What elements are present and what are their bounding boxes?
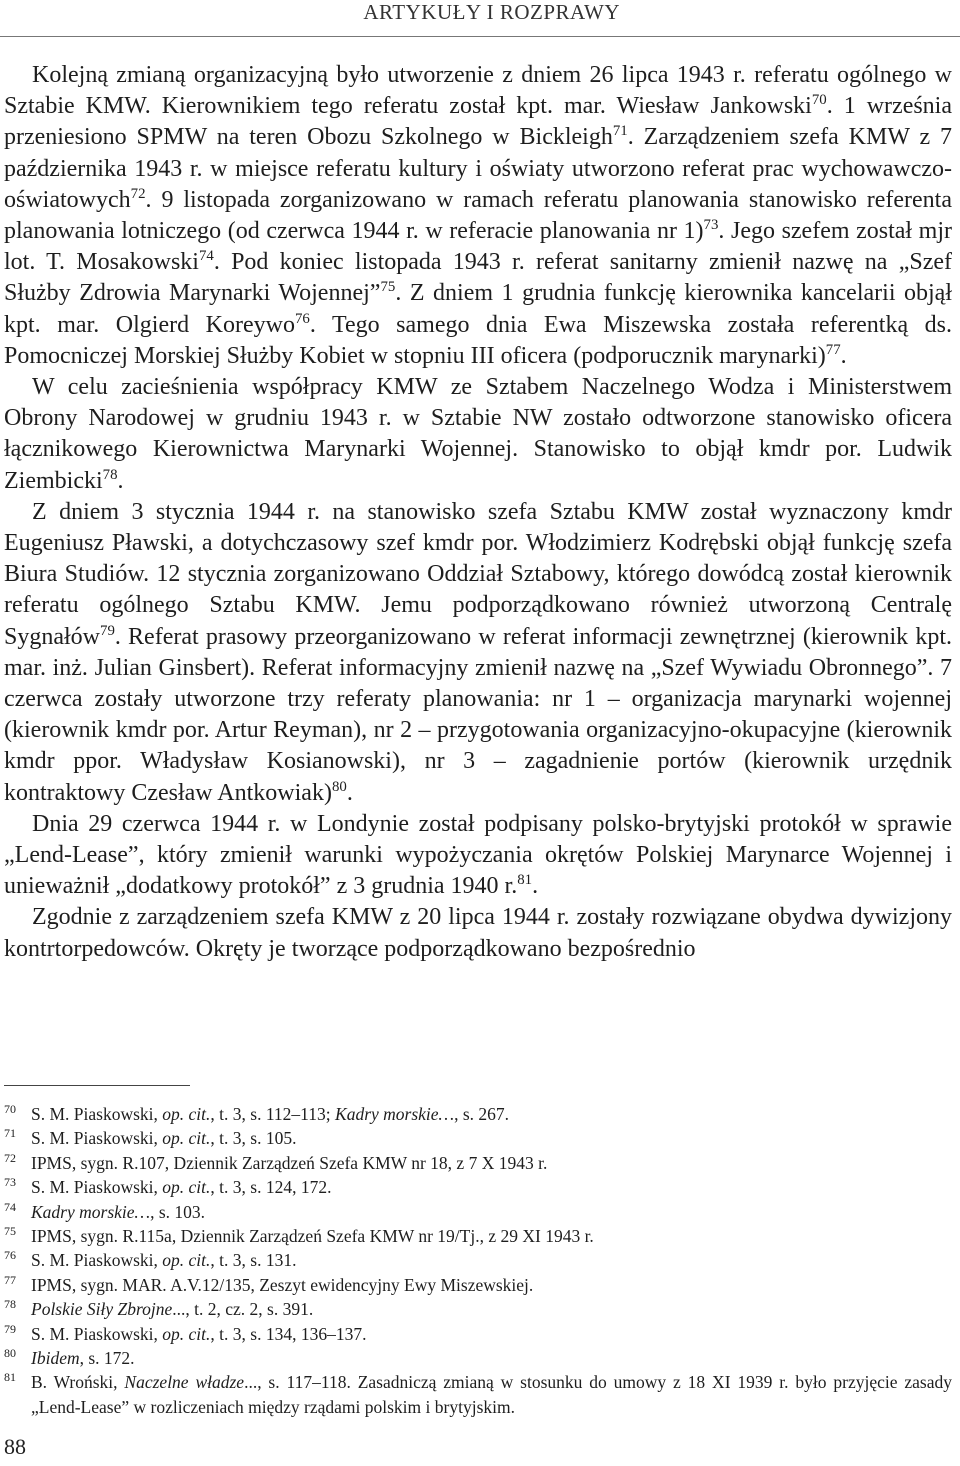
footnote xyxy=(4,1346,952,1370)
footnotes xyxy=(4,1102,952,1419)
footnote-number: 71 xyxy=(4,1126,16,1141)
paragraph-text: . Zarządzeniem szefa KMW z 7 października 1943 r. w miejsce referatu kultury i oświaty utworzono referat prac wychowawczo-oświatowych xyxy=(4,124,953,213)
footnote-text: ..., t. 2, cz. 2, s. 391. xyxy=(172,1299,314,1320)
footnote xyxy=(4,1175,952,1199)
footnote-title: op. cit. xyxy=(162,1177,211,1198)
footnote-reference: 71 xyxy=(612,123,628,140)
footnote-text: S. M. Piaskowski, xyxy=(31,1323,163,1344)
footnote-number: 75 xyxy=(4,1224,16,1239)
footnote-reference: 81 xyxy=(517,872,533,889)
footnote-title: op. cit. xyxy=(162,1128,211,1149)
paragraph-text: Kolejną zmianą organizacyjną było utworzenie z dniem 26 lipca 1943 r. referatu ogólnego w Sztabie KMW. Kierownikiem tego referatu został kpt. mar. Wiesław Jankowski xyxy=(4,62,952,120)
footnote-number: 79 xyxy=(4,1321,16,1336)
footnote-reference: 76 xyxy=(294,310,310,327)
footnote-reference: 78 xyxy=(102,466,118,483)
footnote-text: IPMS, sygn. R.115a, Dziennik Zarządzeń Szefa KMW nr 19/Tj., z 29 XI 1943 r. xyxy=(31,1226,594,1247)
paragraph xyxy=(4,809,952,903)
paragraph xyxy=(4,372,952,497)
paragraph-text: . Pod koniec listopada 1943 r. referat sanitarny zmienił nazwę na „Szef Służby Zdrowia Marynarki Wojennej” xyxy=(4,249,952,307)
footnote-text: , s. 103. xyxy=(150,1201,206,1222)
footnote-title: Kadry morskie… xyxy=(31,1201,151,1222)
footnote-number: 76 xyxy=(4,1248,16,1263)
paragraph xyxy=(4,60,952,372)
footnote-reference: 79 xyxy=(100,622,115,639)
footnote-number: 74 xyxy=(4,1199,16,1214)
footnote-reference: 77 xyxy=(825,341,841,358)
paragraph-text: Z dniem 3 stycznia 1944 r. na stanowisko szefa Sztabu KMW został wyznaczony kmdr Eugeniusz Pławski, a dotychczasowy szef kmdr por. Włodzimierz Kodrębski objął funkcję szefa Biura Studiów. 12 stycznia zorganizowano Oddział Sztabowy, którego dowódcą został kierownik referatu ogólnego Sztabu KMW. Jemu podporządkowano również utworzoną Centralę Sygnałów xyxy=(4,498,952,650)
footnote-number: 80 xyxy=(4,1346,16,1361)
footnote-divider xyxy=(4,1085,190,1086)
footnote xyxy=(4,1297,952,1321)
footnote-reference: 80 xyxy=(331,778,347,795)
footnote-text: S. M. Piaskowski, xyxy=(31,1250,163,1271)
footnote xyxy=(4,1224,952,1248)
footnote-number: 77 xyxy=(4,1272,16,1287)
footnote-number: 73 xyxy=(4,1175,16,1190)
footnote xyxy=(4,1126,952,1150)
footnote xyxy=(4,1248,952,1272)
footnote-text: ..., s. 117–118. Zasadniczą zmianą w stosunku do umowy z 18 XI 1939 r. było przyjęcie zasady „Lend-Lease” w rozliczeniach między rządami polskim i brytyjskim. xyxy=(31,1372,952,1417)
footnote xyxy=(4,1370,952,1419)
footnote-text: S. M. Piaskowski, xyxy=(31,1104,163,1124)
paragraph-text: . xyxy=(840,342,847,369)
paragraph-text: . Z dniem 1 grudnia funkcję kierownika kancelarii objął kpt. mar. Olgierd Koreywo xyxy=(4,280,953,338)
footnote-reference: 75 xyxy=(380,279,396,296)
footnote-number: 72 xyxy=(4,1150,16,1165)
article-body xyxy=(4,60,952,965)
paragraph-text: Dnia 29 czerwca 1944 r. w Londynie został podpisany polsko-brytyjski protokół w sprawie „Lend-Lease”, który zmienił warunki wypożyczania okrętów Polskiej Marynarce Wojennej i unieważnił „dodatkowy protokół” z 3 grudnia 1940 r. xyxy=(4,810,952,900)
footnote-text: IPMS, sygn. MAR. A.V.12/135, Zeszyt ewidencyjny Ewy Miszewskiej. xyxy=(31,1274,534,1295)
footnote xyxy=(4,1273,952,1297)
footnote-reference: 70 xyxy=(811,92,827,109)
paragraph-text: . Jego szefem został mjr lot. T. Mosakowski xyxy=(4,218,952,276)
running-header xyxy=(0,0,960,37)
footnote-number: 70 xyxy=(4,1102,16,1116)
footnote-title: op. cit. xyxy=(162,1104,211,1124)
footnote-text: , s. 172. xyxy=(79,1348,135,1369)
footnote-text: B. Wroński, xyxy=(31,1372,125,1393)
footnote-text: IPMS, sygn. R.107, Dziennik Zarządzeń Szefa KMW nr 18, z 7 X 1943 r. xyxy=(31,1152,548,1173)
paragraph-text: W celu zacieśnienia współpracy KMW ze Sztabem Naczelnego Wodza i Ministerstwem Obrony Narodowej w grudniu 1943 r. w Sztabie NW zostało odtworzone stanowisko oficera łącznikowego Kierownictwa Marynarki Wojennej. Stanowisko to objął kmdr por. Ludwik Ziembicki xyxy=(4,374,952,494)
footnote-text: , t. 3, s. 134, 136–137. xyxy=(210,1323,367,1344)
footnote xyxy=(4,1322,952,1346)
paragraph-text: . xyxy=(346,779,353,806)
paragraph-text: . xyxy=(532,873,539,900)
footnote-title: Naczelne władze xyxy=(124,1372,245,1393)
footnote-title: Ibidem xyxy=(31,1348,80,1369)
footnote-reference: 72 xyxy=(130,185,146,202)
footnote-text: , t. 3, s. 124, 172. xyxy=(210,1177,332,1198)
footnote-title: op. cit. xyxy=(162,1323,211,1344)
footnote-text: , s. 267. xyxy=(454,1104,510,1124)
footnote-title: op. cit. xyxy=(162,1250,211,1271)
paragraph-text: . xyxy=(117,467,124,494)
paragraph-text: . 9 listopada zorganizowano w ramach referatu planowania stanowisko referenta planowania lotniczego (od czerwca 1944 r. w referacie planowania nr 1) xyxy=(4,186,952,245)
footnote-text: S. M. Piaskowski, xyxy=(31,1128,163,1149)
footnote-title: Kadry morskie… xyxy=(335,1104,455,1124)
footnote xyxy=(4,1200,952,1224)
footnote-text: , t. 3, s. 105. xyxy=(210,1128,297,1149)
footnote-title: Polskie Siły Zbrojne xyxy=(31,1299,173,1320)
paragraph-text: . Referat prasowy przeorganizowano w referat informacji zewnętrznej (kierownik kpt. mar. inż. Julian Ginsbert). Referat informacyjny zmienił nazwę na „Szef Wywiadu Obronnego”. 7 czerwca zostały utworzone trzy referaty planowania: nr 1 – organizacja marynarki wojennej (kierownik kmdr por. Artur Reyman), nr 2 – przygotowania organizacyjno-okupacyjne (kierownik kmdr ppor. Władysław Kosianowski), nr 3 – zagadnienie portów (kierownik urzędnik kontraktowy Czesław Antkowiak) xyxy=(4,623,952,806)
paragraph-text: . 1 września przeniesiono SPMW na teren Obozu Szkolnego w Bickleigh xyxy=(4,93,953,151)
footnote-reference: 74 xyxy=(198,248,214,265)
footnote-number: 81 xyxy=(4,1370,16,1385)
footnote-reference: 73 xyxy=(703,217,719,234)
footnote xyxy=(4,1151,952,1175)
paragraph xyxy=(4,497,952,809)
footnote-number: 78 xyxy=(4,1297,16,1312)
footnote xyxy=(4,1102,952,1126)
section-title: ARTYKUŁY I ROZPRAWY xyxy=(363,0,620,24)
paragraph-text: . Tego samego dnia Ewa Miszewska została referentką ds. Pomocniczej Morskiej Służby Kobiet w stopniu III oficera (podporucznik marynarki) xyxy=(4,311,953,369)
footnote-text: S. M. Piaskowski, xyxy=(31,1177,163,1198)
footnote-text: , t. 3, s. 131. xyxy=(210,1250,297,1271)
paragraph xyxy=(4,902,952,964)
page-number: 88 xyxy=(4,1434,26,1459)
footnote-text: , t. 3, s. 112–113; xyxy=(210,1104,336,1124)
paragraph-text: Zgodnie z zarządzeniem szefa KMW z 20 lipca 1944 r. zostały rozwiązane obydwa dywizjony kontrtorpedowców. Okręty je tworzące podporządkowano bezpośrednio xyxy=(4,904,952,962)
